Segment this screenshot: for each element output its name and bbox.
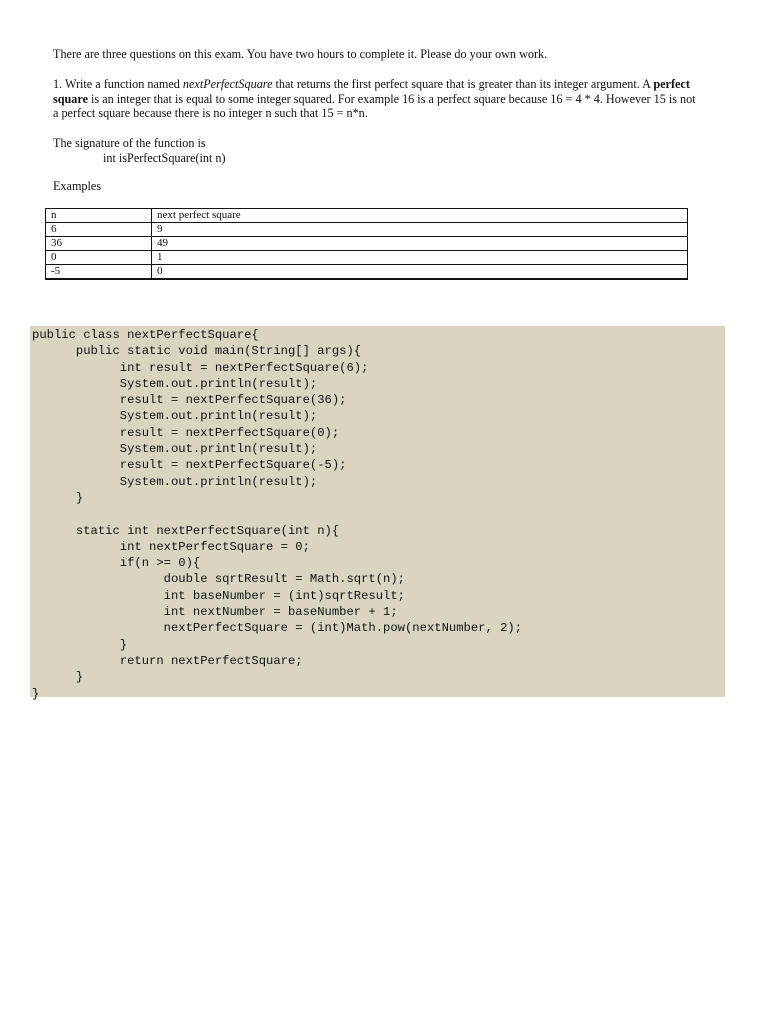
code-line: } xyxy=(32,490,84,505)
function-signature: int isPerfectSquare(int n) xyxy=(103,151,226,165)
table-row xyxy=(46,237,688,251)
cell-result: 9 xyxy=(152,223,688,237)
cell-result: 49 xyxy=(152,237,688,251)
cell-n: -5 xyxy=(46,265,152,280)
code-line: int nextPerfectSquare = 0; xyxy=(32,539,310,554)
code-line: nextPerfectSquare = (int)Math.pow(nextNumber, 2); xyxy=(32,621,523,636)
q1-function-name: nextPerfectSquare xyxy=(182,77,273,91)
cell-result: 0 xyxy=(152,265,688,280)
code-line: if(n >= 0){ xyxy=(32,556,201,571)
q1-text-after: is an integer that is equal to some integer squared. For example 16 is a perfect square because 16 = 4 * 4. However 15 is not a perfect square because there is no integer n such that 15 = n*n. xyxy=(53,91,696,120)
table-row xyxy=(46,251,688,265)
header-next-perfect-square: next perfect square xyxy=(152,209,688,223)
code-line: System.out.println(result); xyxy=(32,376,318,391)
code-block xyxy=(30,326,725,701)
code-line: System.out.println(result); xyxy=(32,474,318,489)
code-line: System.out.println(result); xyxy=(32,442,318,457)
code-line: static int nextPerfectSquare(int n){ xyxy=(32,523,340,538)
cell-n: 6 xyxy=(46,223,152,237)
code-line: result = nextPerfectSquare(0); xyxy=(32,425,340,440)
table-row xyxy=(46,265,688,280)
examples-label: Examples xyxy=(53,179,102,193)
question-1-text xyxy=(53,77,703,121)
code-line: int result = nextPerfectSquare(6); xyxy=(32,360,369,375)
q1-term: perfect square xyxy=(53,77,690,106)
signature-label: The signature of the function is xyxy=(53,136,206,150)
table-header-row xyxy=(46,209,688,223)
exam-intro: There are three questions on this exam. You have two hours to complete it. Please do your own work. xyxy=(53,47,548,61)
cell-result: 1 xyxy=(152,251,688,265)
code-line: } xyxy=(32,637,128,652)
code-line xyxy=(32,506,522,522)
cell-n: 0 xyxy=(46,251,152,265)
examples-table xyxy=(45,208,688,280)
table-row xyxy=(46,223,688,237)
cell-n: 36 xyxy=(46,237,152,251)
q1-text-before: 1. Write a function named xyxy=(53,77,183,91)
code-line: int nextNumber = baseNumber + 1; xyxy=(32,605,398,620)
code-line: } xyxy=(32,686,40,701)
code-line: } xyxy=(32,670,84,685)
code-line: result = nextPerfectSquare(-5); xyxy=(32,458,347,473)
code-line: return nextPerfectSquare; xyxy=(32,653,303,668)
code-listing xyxy=(32,327,522,702)
q1-text-middle: that returns the first perfect square that is greater than its integer argument. A xyxy=(272,77,654,91)
code-line: int baseNumber = (int)sqrtResult; xyxy=(32,588,405,603)
header-n: n xyxy=(46,209,152,223)
code-line: result = nextPerfectSquare(36); xyxy=(32,393,347,408)
code-line: public class nextPerfectSquare{ xyxy=(32,328,259,342)
code-line: public static void main(String[] args){ xyxy=(32,344,362,359)
code-line: System.out.println(result); xyxy=(32,409,318,424)
code-line: double sqrtResult = Math.sqrt(n); xyxy=(32,572,405,587)
